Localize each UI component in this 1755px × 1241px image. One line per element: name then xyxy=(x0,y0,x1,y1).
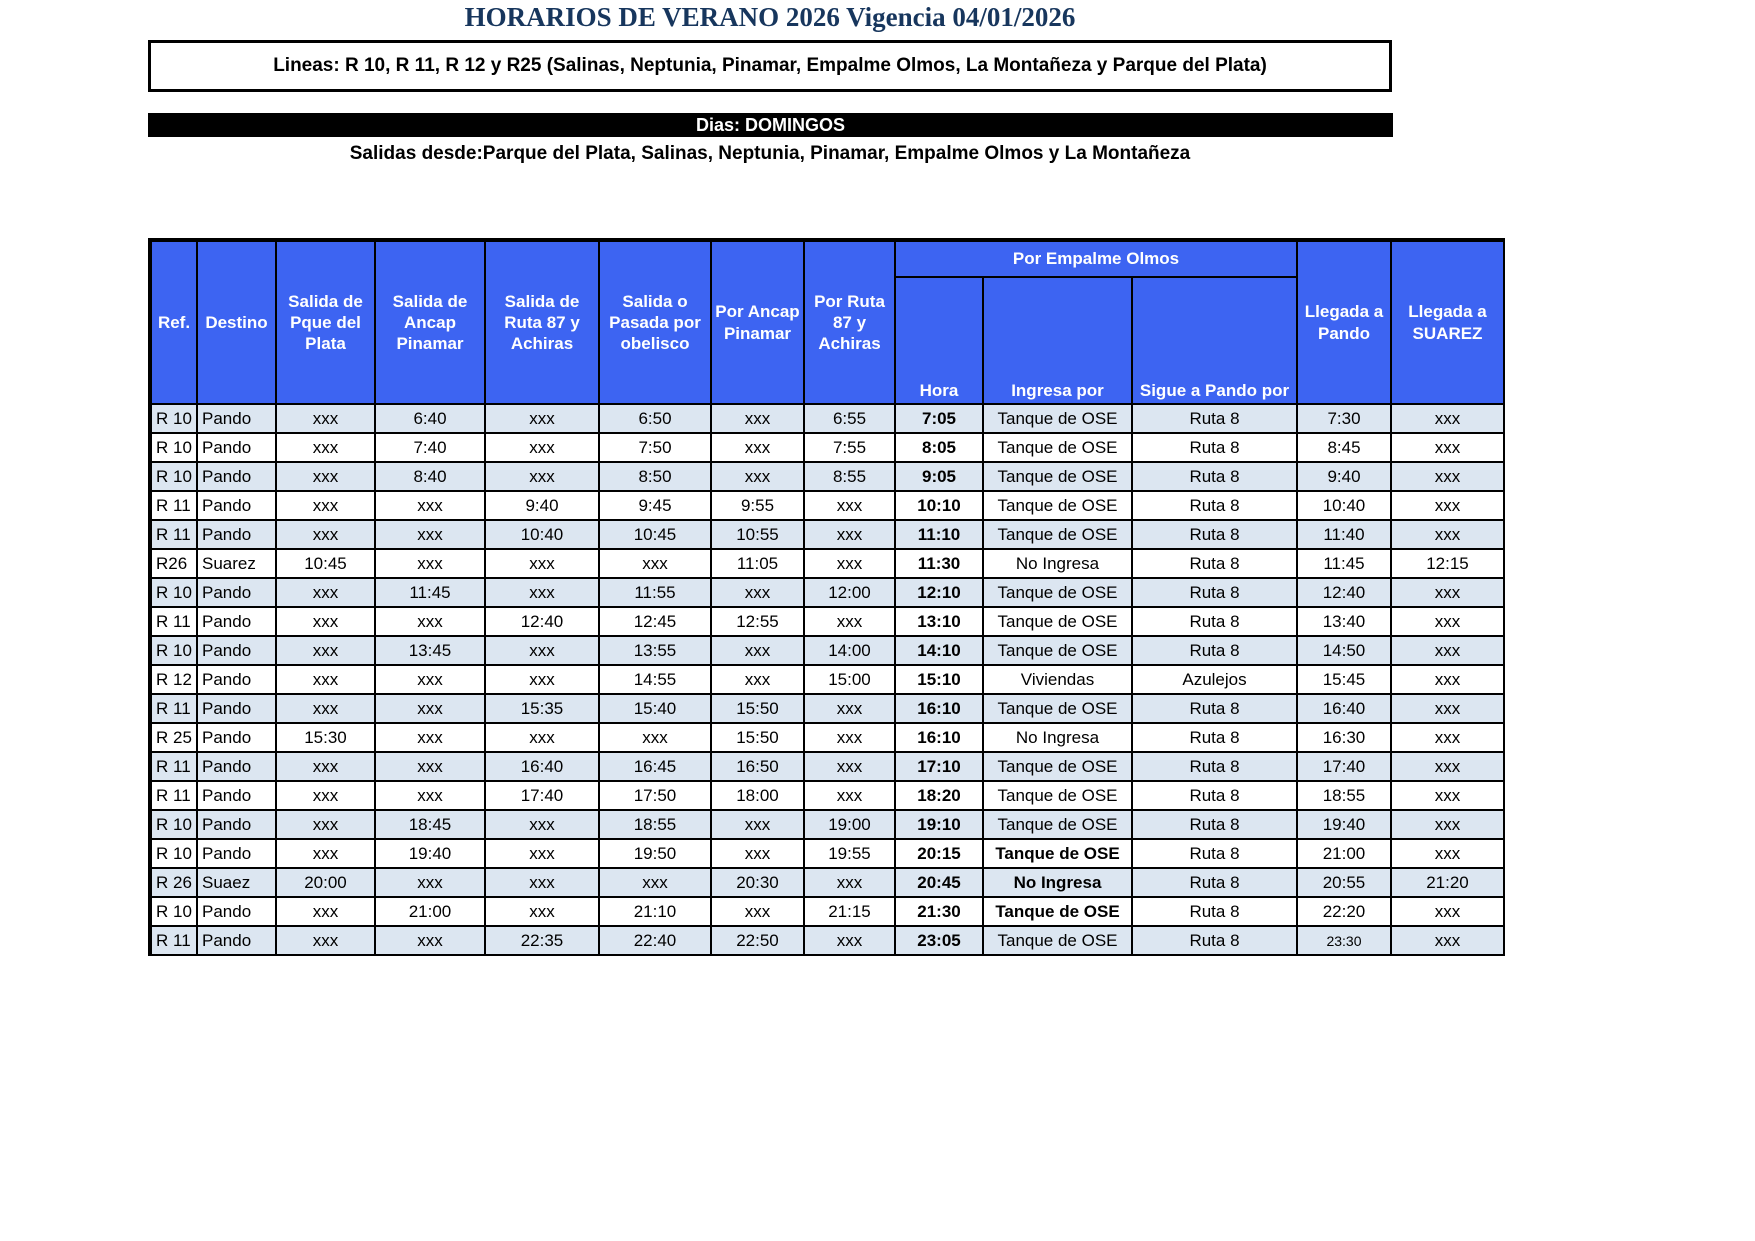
cell-ref: R 25 xyxy=(150,723,197,752)
cell-salida-obelisco: 17:50 xyxy=(599,781,711,810)
cell-llegada-pando: 17:40 xyxy=(1297,752,1391,781)
cell-salida-obelisco: 7:50 xyxy=(599,433,711,462)
cell-por-ruta87: 12:00 xyxy=(804,578,895,607)
cell-sigue-a-pando: Ruta 8 xyxy=(1132,433,1297,462)
cell-salida-obelisco: 14:55 xyxy=(599,665,711,694)
cell-salida-obelisco: 19:50 xyxy=(599,839,711,868)
table-row xyxy=(150,607,1504,636)
cell-salida-ancap: xxx xyxy=(375,926,485,955)
dias-bar xyxy=(148,113,1393,137)
cell-salida-pque: xxx xyxy=(276,462,375,491)
cell-salida-pque: xxx xyxy=(276,491,375,520)
cell-ingresa-por: Tanque de OSE xyxy=(983,839,1132,868)
table-row xyxy=(150,723,1504,752)
cell-ref: R 10 xyxy=(150,462,197,491)
cell-ingresa-por: No Ingresa xyxy=(983,549,1132,578)
cell-llegada-pando: 18:55 xyxy=(1297,781,1391,810)
cell-llegada-suarez: 12:15 xyxy=(1391,549,1504,578)
cell-salida-obelisco: 13:55 xyxy=(599,636,711,665)
cell-por-ruta87: 6:55 xyxy=(804,404,895,433)
cell-ingresa-por: Tanque de OSE xyxy=(983,781,1132,810)
cell-salida-ruta87: xxx xyxy=(485,868,599,897)
cell-salida-ruta87: 12:40 xyxy=(485,607,599,636)
cell-por-ruta87: xxx xyxy=(804,694,895,723)
table-row xyxy=(150,752,1504,781)
cell-llegada-pando: 13:40 xyxy=(1297,607,1391,636)
cell-llegada-suarez: xxx xyxy=(1391,462,1504,491)
cell-llegada-pando: 16:40 xyxy=(1297,694,1391,723)
cell-ref: R 11 xyxy=(150,926,197,955)
cell-destino: Pando xyxy=(197,781,276,810)
cell-ref: R 10 xyxy=(150,636,197,665)
cell-llegada-pando: 9:40 xyxy=(1297,462,1391,491)
cell-ingresa-por: No Ingresa xyxy=(983,868,1132,897)
cell-por-ancap: 22:50 xyxy=(711,926,804,955)
cell-ingresa-por: Viviendas xyxy=(983,665,1132,694)
cell-salida-pque: xxx xyxy=(276,404,375,433)
table-row xyxy=(150,810,1504,839)
col-header-salida-pque-del-plata: Salida de Pque del Plata xyxy=(276,240,375,404)
cell-llegada-suarez: xxx xyxy=(1391,607,1504,636)
cell-salida-obelisco: 22:40 xyxy=(599,926,711,955)
cell-sigue-a-pando: Ruta 8 xyxy=(1132,926,1297,955)
table-row xyxy=(150,549,1504,578)
table-row xyxy=(150,781,1504,810)
cell-ingresa-por: Tanque de OSE xyxy=(983,520,1132,549)
cell-ref: R 11 xyxy=(150,752,197,781)
cell-llegada-pando: 7:30 xyxy=(1297,404,1391,433)
cell-llegada-pando: 23:30 xyxy=(1297,926,1391,955)
cell-llegada-pando: 10:40 xyxy=(1297,491,1391,520)
cell-llegada-suarez: xxx xyxy=(1391,752,1504,781)
cell-salida-pque: xxx xyxy=(276,665,375,694)
salidas-line: Salidas desde:Parque del Plata, Salinas, Neptunia, Pinamar, Empalme Olmos y La Montañeza xyxy=(349,143,1191,164)
cell-llegada-pando: 14:50 xyxy=(1297,636,1391,665)
cell-llegada-pando: 15:45 xyxy=(1297,665,1391,694)
cell-ref: R26 xyxy=(150,549,197,578)
cell-llegada-suarez: xxx xyxy=(1391,897,1504,926)
schedule-table-body xyxy=(150,404,1504,955)
cell-salida-ruta87: xxx xyxy=(485,723,599,752)
cell-hora: 17:10 xyxy=(895,752,983,781)
cell-salida-ancap: xxx xyxy=(375,723,485,752)
cell-salida-pque: xxx xyxy=(276,839,375,868)
cell-por-ruta87: 21:15 xyxy=(804,897,895,926)
cell-por-ancap: xxx xyxy=(711,810,804,839)
cell-hora: 20:15 xyxy=(895,839,983,868)
cell-por-ruta87: xxx xyxy=(804,752,895,781)
cell-por-ruta87: xxx xyxy=(804,926,895,955)
col-header-llegada-pando: Llegada a Pando xyxy=(1297,240,1391,404)
table-row xyxy=(150,578,1504,607)
cell-salida-ruta87: 22:35 xyxy=(485,926,599,955)
lineas-text: Lineas: R 10, R 11, R 12 y R25 (Salinas, Neptunia, Pinamar, Empalme Olmos, La Montañeza y Parque del Plata) xyxy=(273,55,1267,76)
cell-destino: Pando xyxy=(197,897,276,926)
cell-salida-obelisco: 16:45 xyxy=(599,752,711,781)
cell-salida-obelisco: xxx xyxy=(599,723,711,752)
cell-salida-ancap: xxx xyxy=(375,694,485,723)
cell-por-ancap: xxx xyxy=(711,636,804,665)
cell-hora: 16:10 xyxy=(895,694,983,723)
cell-salida-ruta87: 16:40 xyxy=(485,752,599,781)
cell-por-ruta87: 15:00 xyxy=(804,665,895,694)
cell-hora: 19:10 xyxy=(895,810,983,839)
cell-salida-ancap: 6:40 xyxy=(375,404,485,433)
cell-salida-ancap: xxx xyxy=(375,665,485,694)
cell-llegada-pando: 19:40 xyxy=(1297,810,1391,839)
cell-llegada-suarez: xxx xyxy=(1391,636,1504,665)
cell-salida-pque: 10:45 xyxy=(276,549,375,578)
dias-text: Dias: DOMINGOS xyxy=(695,114,846,135)
cell-llegada-pando: 11:40 xyxy=(1297,520,1391,549)
cell-por-ancap: 20:30 xyxy=(711,868,804,897)
cell-salida-ancap: xxx xyxy=(375,520,485,549)
cell-hora: 20:45 xyxy=(895,868,983,897)
table-row xyxy=(150,491,1504,520)
cell-llegada-pando: 20:55 xyxy=(1297,868,1391,897)
cell-salida-ancap: 13:45 xyxy=(375,636,485,665)
cell-sigue-a-pando: Ruta 8 xyxy=(1132,491,1297,520)
cell-ingresa-por: Tanque de OSE xyxy=(983,897,1132,926)
cell-ingresa-por: Tanque de OSE xyxy=(983,926,1132,955)
cell-por-ancap: 15:50 xyxy=(711,694,804,723)
cell-destino: Pando xyxy=(197,520,276,549)
table-row xyxy=(150,926,1504,955)
cell-salida-ruta87: xxx xyxy=(485,578,599,607)
cell-por-ruta87: xxx xyxy=(804,607,895,636)
cell-sigue-a-pando: Ruta 8 xyxy=(1132,752,1297,781)
col-header-salida-ancap-pinamar: Salida de Ancap Pinamar xyxy=(375,240,485,404)
cell-por-ancap: 10:55 xyxy=(711,520,804,549)
cell-salida-obelisco: 8:50 xyxy=(599,462,711,491)
cell-por-ancap: xxx xyxy=(711,578,804,607)
table-row xyxy=(150,897,1504,926)
table-row xyxy=(150,636,1504,665)
cell-hora: 9:05 xyxy=(895,462,983,491)
cell-salida-ancap: xxx xyxy=(375,549,485,578)
cell-salida-obelisco: 18:55 xyxy=(599,810,711,839)
cell-ingresa-por: Tanque de OSE xyxy=(983,636,1132,665)
cell-por-ruta87: xxx xyxy=(804,868,895,897)
cell-salida-pque: xxx xyxy=(276,752,375,781)
cell-sigue-a-pando: Ruta 8 xyxy=(1132,578,1297,607)
cell-hora: 14:10 xyxy=(895,636,983,665)
cell-salida-ruta87: 9:40 xyxy=(485,491,599,520)
cell-llegada-suarez: xxx xyxy=(1391,839,1504,868)
cell-ref: R 11 xyxy=(150,607,197,636)
cell-ingresa-por: Tanque de OSE xyxy=(983,810,1132,839)
cell-por-ruta87: 14:00 xyxy=(804,636,895,665)
cell-ref: R 11 xyxy=(150,694,197,723)
cell-llegada-suarez: xxx xyxy=(1391,491,1504,520)
cell-salida-obelisco: xxx xyxy=(599,868,711,897)
cell-ingresa-por: Tanque de OSE xyxy=(983,752,1132,781)
lineas-box xyxy=(148,40,1392,92)
cell-llegada-suarez: 21:20 xyxy=(1391,868,1504,897)
col-header-ref: Ref. xyxy=(150,240,197,404)
cell-sigue-a-pando: Ruta 8 xyxy=(1132,897,1297,926)
cell-salida-ruta87: xxx xyxy=(485,810,599,839)
cell-salida-pque: xxx xyxy=(276,636,375,665)
cell-destino: Pando xyxy=(197,839,276,868)
cell-llegada-pando: 12:40 xyxy=(1297,578,1391,607)
cell-por-ruta87: 19:55 xyxy=(804,839,895,868)
cell-hora: 7:05 xyxy=(895,404,983,433)
cell-ref: R 11 xyxy=(150,520,197,549)
cell-sigue-a-pando: Azulejos xyxy=(1132,665,1297,694)
cell-llegada-pando: 11:45 xyxy=(1297,549,1391,578)
cell-salida-pque: xxx xyxy=(276,897,375,926)
cell-hora: 13:10 xyxy=(895,607,983,636)
cell-ref: R 10 xyxy=(150,433,197,462)
cell-salida-ancap: 19:40 xyxy=(375,839,485,868)
col-header-destino: Destino xyxy=(197,240,276,404)
cell-ingresa-por: Tanque de OSE xyxy=(983,462,1132,491)
cell-llegada-suarez: xxx xyxy=(1391,810,1504,839)
cell-ingresa-por: Tanque de OSE xyxy=(983,607,1132,636)
table-row xyxy=(150,665,1504,694)
cell-ingresa-por: Tanque de OSE xyxy=(983,491,1132,520)
cell-destino: Pando xyxy=(197,665,276,694)
cell-ingresa-por: No Ingresa xyxy=(983,723,1132,752)
cell-ref: R 26 xyxy=(150,868,197,897)
cell-llegada-pando: 21:00 xyxy=(1297,839,1391,868)
col-header-por-ruta-87-achiras: Por Ruta 87 y Achiras xyxy=(804,240,895,404)
cell-por-ruta87: xxx xyxy=(804,781,895,810)
cell-salida-pque: xxx xyxy=(276,781,375,810)
cell-hora: 8:05 xyxy=(895,433,983,462)
cell-por-ancap: 18:00 xyxy=(711,781,804,810)
page-title: HORARIOS DE VERANO 2026 Vigencia 04/01/2026 xyxy=(464,2,1076,32)
cell-salida-ruta87: 10:40 xyxy=(485,520,599,549)
cell-ref: R 12 xyxy=(150,665,197,694)
cell-salida-pque: xxx xyxy=(276,520,375,549)
cell-destino: Pando xyxy=(197,578,276,607)
cell-salida-pque: 20:00 xyxy=(276,868,375,897)
cell-sigue-a-pando: Ruta 8 xyxy=(1132,636,1297,665)
cell-sigue-a-pando: Ruta 8 xyxy=(1132,781,1297,810)
cell-hora: 11:30 xyxy=(895,549,983,578)
cell-salida-ruta87: 15:35 xyxy=(485,694,599,723)
cell-salida-pque: xxx xyxy=(276,810,375,839)
cell-salida-ruta87: xxx xyxy=(485,897,599,926)
cell-destino: Pando xyxy=(197,723,276,752)
cell-por-ancap: xxx xyxy=(711,665,804,694)
cell-destino: Pando xyxy=(197,607,276,636)
cell-sigue-a-pando: Ruta 8 xyxy=(1132,868,1297,897)
cell-destino: Pando xyxy=(197,433,276,462)
table-row xyxy=(150,520,1504,549)
cell-salida-ruta87: xxx xyxy=(485,433,599,462)
cell-salida-pque: xxx xyxy=(276,578,375,607)
cell-salida-obelisco: 11:55 xyxy=(599,578,711,607)
cell-salida-obelisco: 6:50 xyxy=(599,404,711,433)
cell-ref: R 10 xyxy=(150,839,197,868)
cell-por-ruta87: 7:55 xyxy=(804,433,895,462)
cell-salida-ancap: xxx xyxy=(375,752,485,781)
cell-ingresa-por: Tanque de OSE xyxy=(983,694,1132,723)
cell-salida-ancap: 18:45 xyxy=(375,810,485,839)
cell-por-ancap: 9:55 xyxy=(711,491,804,520)
cell-sigue-a-pando: Ruta 8 xyxy=(1132,839,1297,868)
cell-salida-ancap: xxx xyxy=(375,607,485,636)
table-row xyxy=(150,462,1504,491)
cell-llegada-suarez: xxx xyxy=(1391,665,1504,694)
cell-sigue-a-pando: Ruta 8 xyxy=(1132,404,1297,433)
col-header-sigue-a-pando-por: Sigue a Pando por xyxy=(1132,277,1297,404)
cell-salida-ancap: 11:45 xyxy=(375,578,485,607)
cell-salida-obelisco: 12:45 xyxy=(599,607,711,636)
cell-hora: 10:10 xyxy=(895,491,983,520)
cell-destino: Pando xyxy=(197,404,276,433)
cell-sigue-a-pando: Ruta 8 xyxy=(1132,810,1297,839)
cell-hora: 11:10 xyxy=(895,520,983,549)
cell-por-ancap: 11:05 xyxy=(711,549,804,578)
cell-salida-ruta87: 17:40 xyxy=(485,781,599,810)
cell-por-ancap: 12:55 xyxy=(711,607,804,636)
cell-llegada-pando: 8:45 xyxy=(1297,433,1391,462)
col-header-salida-obelisco: Salida o Pasada por obelisco xyxy=(599,240,711,404)
cell-llegada-suarez: xxx xyxy=(1391,433,1504,462)
cell-por-ancap: xxx xyxy=(711,462,804,491)
cell-sigue-a-pando: Ruta 8 xyxy=(1132,549,1297,578)
cell-ingresa-por: Tanque de OSE xyxy=(983,578,1132,607)
cell-sigue-a-pando: Ruta 8 xyxy=(1132,607,1297,636)
cell-llegada-suarez: xxx xyxy=(1391,578,1504,607)
cell-ingresa-por: Tanque de OSE xyxy=(983,404,1132,433)
cell-hora: 12:10 xyxy=(895,578,983,607)
cell-salida-obelisco: 9:45 xyxy=(599,491,711,520)
cell-salida-ruta87: xxx xyxy=(485,549,599,578)
cell-llegada-pando: 22:20 xyxy=(1297,897,1391,926)
cell-llegada-suarez: xxx xyxy=(1391,781,1504,810)
table-row xyxy=(150,404,1504,433)
cell-hora: 23:05 xyxy=(895,926,983,955)
table-row xyxy=(150,839,1504,868)
cell-salida-pque: xxx xyxy=(276,433,375,462)
cell-hora: 18:20 xyxy=(895,781,983,810)
col-header-salida-ruta-87-achiras: Salida de Ruta 87 y Achiras xyxy=(485,240,599,404)
schedule-table xyxy=(148,238,1505,956)
col-header-hora: Hora xyxy=(895,277,983,404)
cell-salida-obelisco: 10:45 xyxy=(599,520,711,549)
cell-salida-pque: xxx xyxy=(276,607,375,636)
group-header-por-empalme-olmos: Por Empalme Olmos xyxy=(895,240,1297,277)
cell-salida-pque: xxx xyxy=(276,694,375,723)
cell-salida-ruta87: xxx xyxy=(485,665,599,694)
cell-salida-ruta87: xxx xyxy=(485,462,599,491)
cell-salida-ancap: xxx xyxy=(375,868,485,897)
cell-por-ruta87: xxx xyxy=(804,520,895,549)
cell-ref: R 10 xyxy=(150,578,197,607)
cell-hora: 15:10 xyxy=(895,665,983,694)
col-header-por-ancap-pinamar: Por Ancap Pinamar xyxy=(711,240,804,404)
cell-por-ruta87: xxx xyxy=(804,723,895,752)
cell-hora: 16:10 xyxy=(895,723,983,752)
table-row xyxy=(150,868,1504,897)
cell-por-ruta87: xxx xyxy=(804,491,895,520)
cell-salida-obelisco: xxx xyxy=(599,549,711,578)
cell-destino: Pando xyxy=(197,752,276,781)
cell-destino: Pando xyxy=(197,491,276,520)
cell-por-ancap: 15:50 xyxy=(711,723,804,752)
cell-salida-ruta87: xxx xyxy=(485,636,599,665)
cell-destino: Suaez xyxy=(197,868,276,897)
cell-salida-pque: xxx xyxy=(276,926,375,955)
cell-destino: Pando xyxy=(197,636,276,665)
cell-sigue-a-pando: Ruta 8 xyxy=(1132,723,1297,752)
cell-salida-ruta87: xxx xyxy=(485,839,599,868)
cell-ref: R 10 xyxy=(150,404,197,433)
cell-llegada-suarez: xxx xyxy=(1391,723,1504,752)
cell-destino: Suarez xyxy=(197,549,276,578)
cell-salida-ancap: 21:00 xyxy=(375,897,485,926)
cell-llegada-pando: 16:30 xyxy=(1297,723,1391,752)
cell-ref: R 10 xyxy=(150,810,197,839)
cell-por-ruta87: xxx xyxy=(804,549,895,578)
cell-sigue-a-pando: Ruta 8 xyxy=(1132,462,1297,491)
cell-salida-obelisco: 21:10 xyxy=(599,897,711,926)
cell-salida-obelisco: 15:40 xyxy=(599,694,711,723)
cell-por-ancap: xxx xyxy=(711,897,804,926)
cell-ref: R 10 xyxy=(150,897,197,926)
table-row xyxy=(150,433,1504,462)
cell-destino: Pando xyxy=(197,462,276,491)
cell-ingresa-por: Tanque de OSE xyxy=(983,433,1132,462)
cell-por-ancap: 16:50 xyxy=(711,752,804,781)
cell-por-ancap: xxx xyxy=(711,404,804,433)
cell-salida-ancap: 8:40 xyxy=(375,462,485,491)
cell-por-ancap: xxx xyxy=(711,839,804,868)
cell-por-ruta87: 19:00 xyxy=(804,810,895,839)
cell-salida-pque: 15:30 xyxy=(276,723,375,752)
cell-ref: R 11 xyxy=(150,491,197,520)
cell-hora: 21:30 xyxy=(895,897,983,926)
cell-salida-ancap: xxx xyxy=(375,491,485,520)
cell-salida-ruta87: xxx xyxy=(485,404,599,433)
cell-sigue-a-pando: Ruta 8 xyxy=(1132,520,1297,549)
table-row xyxy=(150,694,1504,723)
cell-destino: Pando xyxy=(197,694,276,723)
cell-ref: R 11 xyxy=(150,781,197,810)
col-header-ingresa-por: Ingresa por xyxy=(983,277,1132,404)
cell-llegada-suarez: xxx xyxy=(1391,404,1504,433)
cell-salida-ancap: 7:40 xyxy=(375,433,485,462)
col-header-llegada-suarez: Llegada a SUAREZ xyxy=(1391,240,1504,404)
cell-llegada-suarez: xxx xyxy=(1391,926,1504,955)
cell-por-ruta87: 8:55 xyxy=(804,462,895,491)
cell-por-ancap: xxx xyxy=(711,433,804,462)
cell-llegada-suarez: xxx xyxy=(1391,694,1504,723)
cell-sigue-a-pando: Ruta 8 xyxy=(1132,694,1297,723)
cell-destino: Pando xyxy=(197,926,276,955)
cell-salida-ancap: xxx xyxy=(375,781,485,810)
cell-destino: Pando xyxy=(197,810,276,839)
cell-llegada-suarez: xxx xyxy=(1391,520,1504,549)
